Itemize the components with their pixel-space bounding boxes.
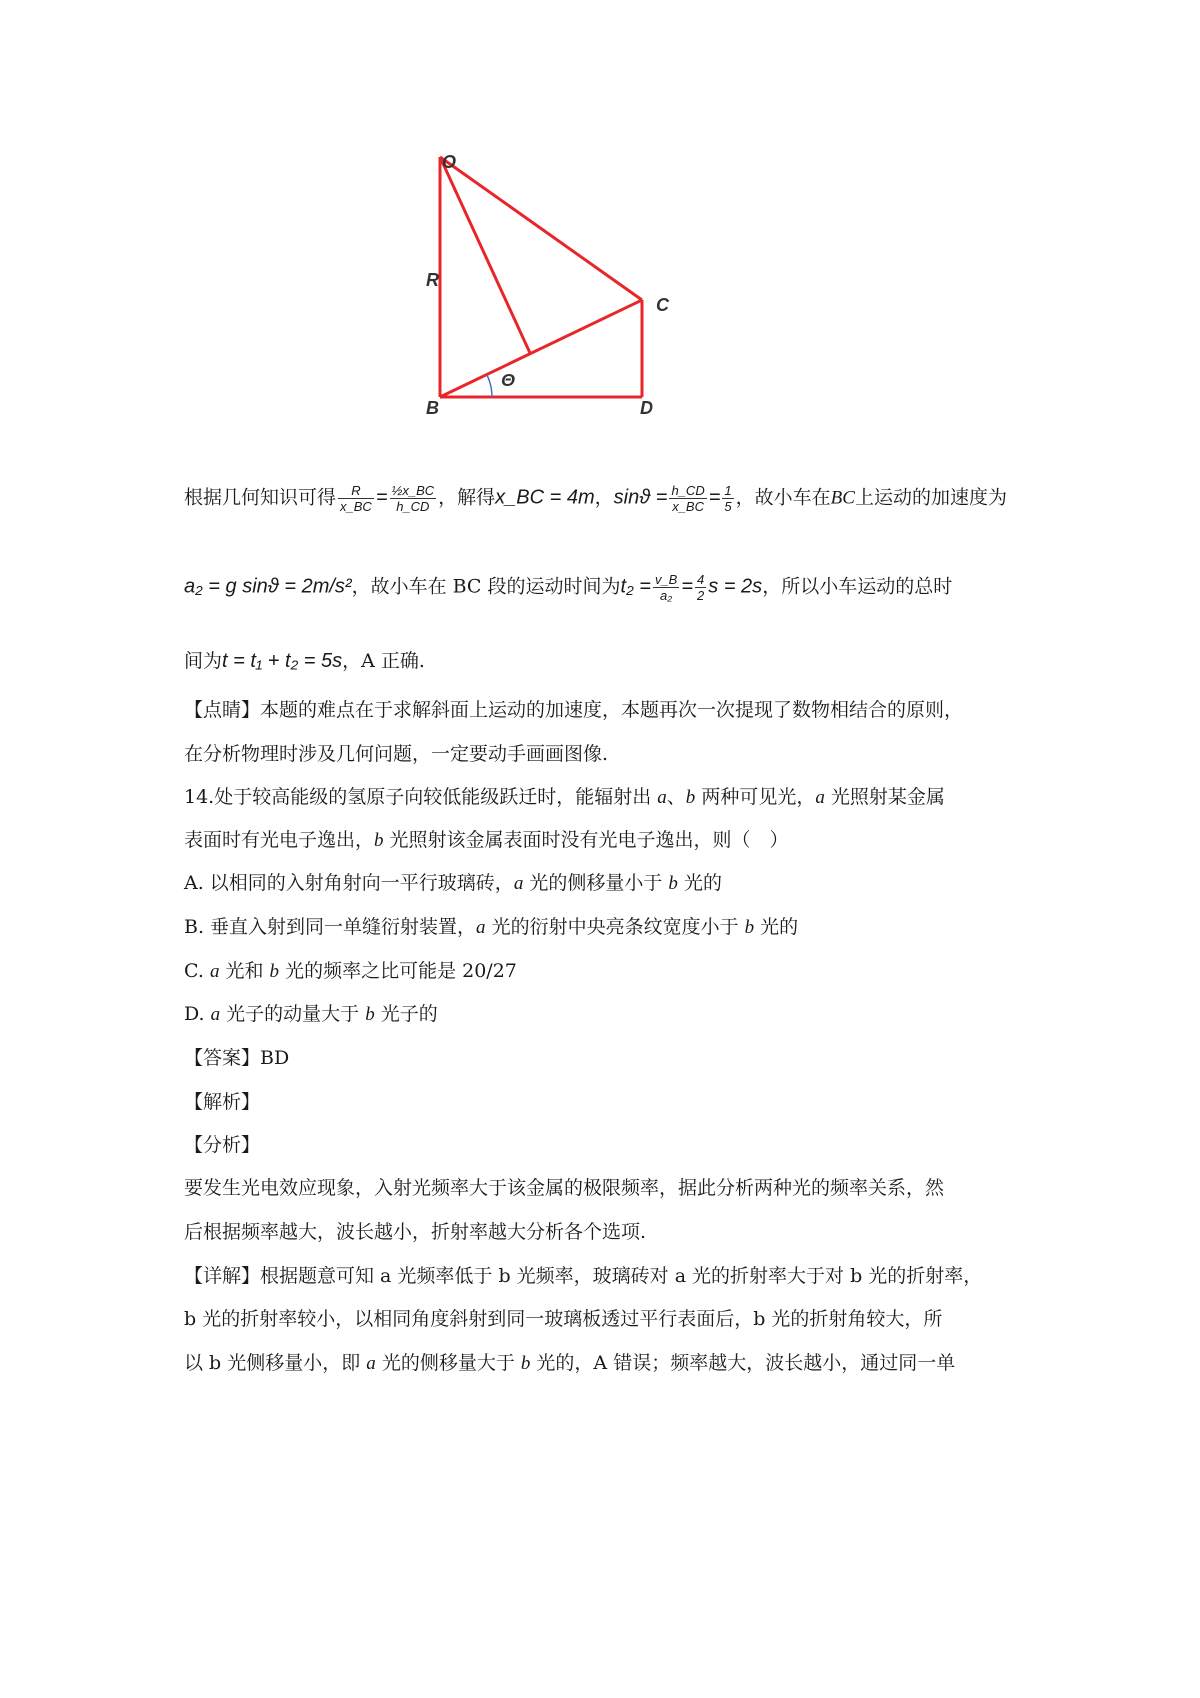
fraction: $\frac{v\_B}{\text{a₂}}$ xyxy=(654,572,678,603)
fenxi-heading: 【分析】 xyxy=(184,1134,261,1156)
segment-OC xyxy=(440,157,642,300)
angle-arc xyxy=(487,375,492,397)
fraction: $\frac{\text{½x\_BC}}{h\_CD}$ xyxy=(391,483,435,514)
option-B: B. 垂直入射到同一单缝衍射装置，a 光的衍射中央亮条纹宽度小于 b 光的 xyxy=(184,916,799,938)
xiangjie-line-1: 【详解】根据题意可知 a 光频率低于 b 光频率，玻璃砖对 a 光的折射率大于对 b 光的折射率， xyxy=(184,1265,983,1287)
fraction: $\frac{4}{2}$ xyxy=(697,572,705,603)
dianjing-line-1: 【点睛】本题的难点在于求解斜面上运动的加速度，本题再次一次提现了数物相结合的原则， xyxy=(184,699,964,721)
label-R: R xyxy=(426,270,439,290)
xiangjie-line-3: 以 b 光侧移量小，即 a 光的侧移量大于 b 光的，A 错误；频率越大，波长越小，通过同一单 xyxy=(184,1352,956,1374)
label-B: B xyxy=(426,398,439,418)
dianjing-line-2: 在分析物理时涉及几何问题，一定要动手画画图像. xyxy=(184,743,609,765)
geometry-figure xyxy=(426,150,700,460)
option-C: C. a 光和 b 光的频率之比可能是 20/27 xyxy=(184,960,517,982)
fenxi-line-2: 后根据频率越大，波长越小，折射率越大分析各个选项. xyxy=(184,1221,647,1243)
fraction: $\frac{1}{5}$ xyxy=(724,483,732,514)
xiangjie-line-2: b 光的折射率较小，以相同角度斜射到同一玻璃板透过平行表面后，b 光的折射角较大，所 xyxy=(184,1308,943,1330)
label-O: O xyxy=(442,152,457,172)
segment-O-perpendicular xyxy=(440,157,530,353)
label-C: C xyxy=(656,295,669,315)
solution-line-2: a₂ = g sinϑ = 2m/s²，故小车在 BC 段的运动时间为t₂ = $\frac{v\_B}{\text{a₂}}$ = $\frac{4}{2}$ s = 2s，所以小车运动的总时 xyxy=(184,572,953,603)
question-14-line-1: 14.处于较高能级的氢原子向较低能级跃迁时，能辐射出 a、b 两种可见光，a 光照射某金属 xyxy=(184,786,945,808)
option-A: A. 以相同的入射角射向一平行玻璃砖，a 光的侧移量小于 b 光的 xyxy=(184,872,722,894)
label-D: D xyxy=(640,398,653,418)
fraction: $\frac{R}{x\_BC}$ xyxy=(340,483,372,514)
solution-line-3: 间为t = t₁ + t₂ = 5s，A 正确. xyxy=(184,650,425,672)
solution-line-1: 根据几何知识可得 $\frac{R}{x\_BC}$ = $\frac{\text{½x\_BC}}{h\_CD}$ ，解得x_BC = 4m，sinϑ = $\frac{h\_CD}{x\_BC}$ = $\frac{1}{5}$ ，故小车在BC上运动的加速度为 xyxy=(184,483,1007,514)
option-D: D. a 光子的动量大于 b 光子的 xyxy=(184,1003,438,1025)
fraction: $\frac{h\_CD}{x\_BC}$ xyxy=(671,483,705,514)
fenxi-line-1: 要发生光电效应现象，入射光频率大于该金属的极限频率，据此分析两种光的频率关系，然 xyxy=(184,1177,945,1199)
segment-BC xyxy=(440,300,642,397)
question-14-line-2: 表面时有光电子逸出，b 光照射该金属表面时没有光电子逸出，则（ ） xyxy=(184,829,789,851)
label-theta: Θ xyxy=(501,370,516,390)
answer: 【答案】BD xyxy=(184,1047,290,1069)
analysis-heading: 【解析】 xyxy=(184,1091,261,1113)
